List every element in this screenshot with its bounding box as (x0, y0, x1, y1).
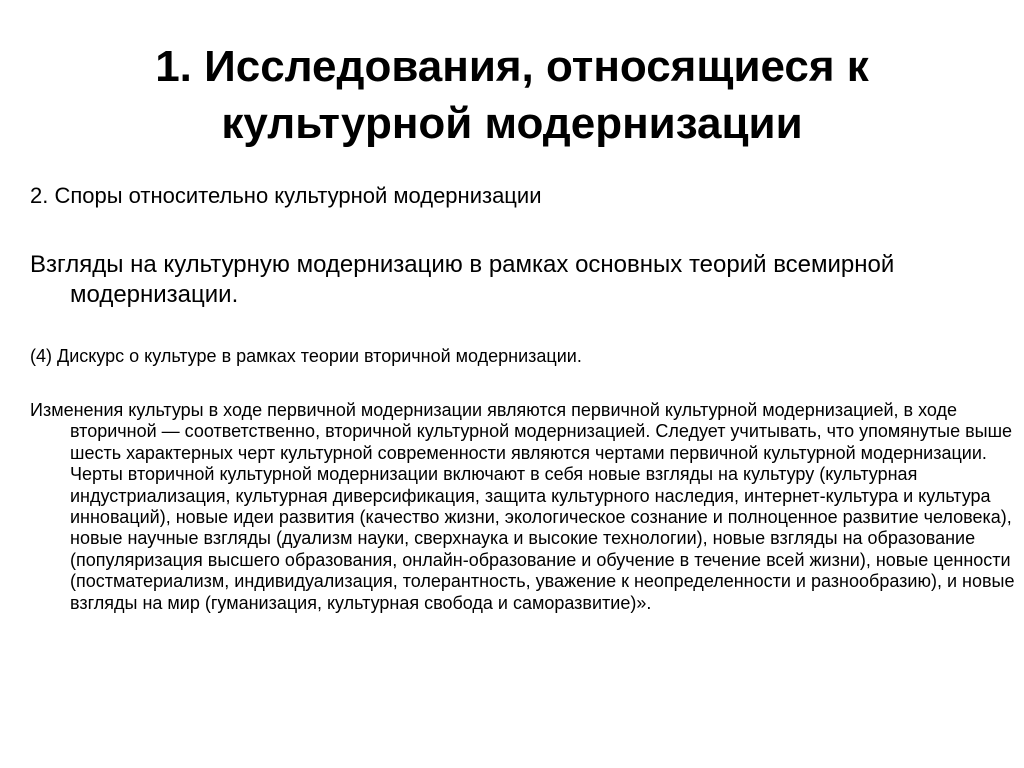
body-paragraph: Изменения культуры в ходе первичной модернизации являются первичной культурной модернизацией, в ходе вторичной — соответственно, вторичной культурной модернизацией. Следует учитывать, что упомянутые выше шесть характерных черт культурной современности являются чертами первичной культурной модернизации. Черты вторичной культурной модернизации включают в себя новые взгляды на культуру (культурная индустриализация, культурная диверсификация, защита культурного наследия, интернет-культура и культура инноваций), новые идеи развития (качество жизни, экологическое сознание и полноценное развитие человека), новые научные взгляды (дуализм науки, сверхнаука и высокие технологии), новые взгляды на образование (популяризация высшего образования, онлайн-образование и обучение в течение всей жизни), новые ценности (постматериализм, индивидуализация, толерантность, уважение к неопределенности и разнообразию), и новые взгляды на мир (гуманизация, культурная свобода и саморазвитие)». (30, 400, 1015, 613)
subheading: 2. Споры относительно культурной модернизации (30, 183, 542, 208)
subsection-heading: (4) Дискурс о культуре в рамках теории вторичной модернизации. (30, 346, 582, 366)
section-heading: Взгляды на культурную модернизацию в рамках основных теорий всемирной модернизации. (30, 251, 895, 308)
slide-title: 1. Исследования, относящиеся к культурной модернизации (155, 42, 869, 148)
